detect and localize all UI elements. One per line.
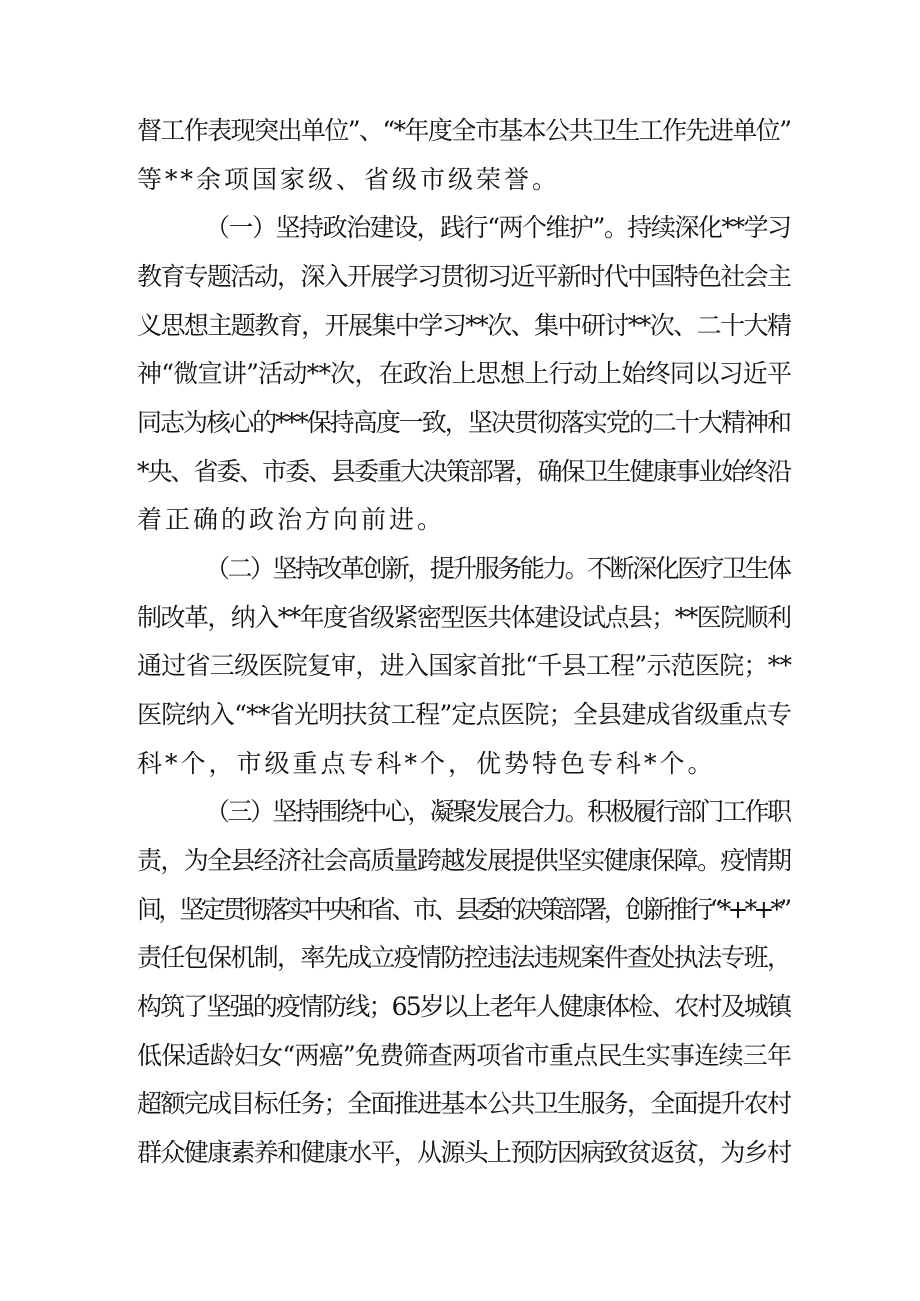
text-line: 同志为核心的***保持高度一致，坚决贯彻落实党的二十大精神和 bbox=[137, 408, 791, 437]
text-line: 等**余项国家级、省级市级荣誉。 bbox=[137, 165, 561, 194]
text-line: （三）坚持围绕中心，凝聚发展合力。积极履行部门工作职 bbox=[205, 797, 790, 826]
text-line: 医院纳入“**省光明扶贫工程”定点医院；全县建成省级重点专 bbox=[137, 700, 792, 729]
text-line: 着正确的政治方向前进。 bbox=[137, 505, 446, 534]
text-line: 义思想主题教育，开展集中学习**次、集中研讨**次、二十大精 bbox=[137, 311, 791, 340]
text-line: 科*个，市级重点专科*个，优势特色专科*个。 bbox=[137, 749, 716, 778]
text-line: 群众健康素养和健康水平，从源头上预防因病致贫返贫，为乡村 bbox=[137, 1138, 791, 1167]
text-line: 低保适龄妇女“两癌”免费筛查两项省市重点民生实事连续三年 bbox=[137, 1041, 792, 1070]
text-line: 神“微宣讲”活动**次，在政治上思想上行动上始终同以习近平 bbox=[137, 359, 792, 388]
text-line: *央、省委、市委、县委重大决策部署，确保卫生健康事业始终沿 bbox=[137, 457, 790, 486]
text-line: 责，为全县经济社会高质量跨越发展提供坚实健康保障。疫情期 bbox=[137, 846, 791, 875]
text-line: 责任包保机制，率先成立疫情防控违法违规案件查处执法专班， bbox=[137, 943, 791, 972]
text-line: 通过省三级医院复审，进入国家首批“千县工程”示范医院；** bbox=[137, 651, 792, 680]
text-line: 超额完成目标任务；全面推进基本公共卫生服务，全面提升农村 bbox=[137, 1089, 791, 1118]
text-line: 教育专题活动，深入开展学习贯彻习近平新时代中国特色社会主 bbox=[137, 262, 791, 291]
text-line: 督工作表现突出单位”、“*年度全市基本公共卫生工作先进单位” bbox=[137, 116, 791, 145]
text-line: 间，坚定贯彻落实中央和省、市、县委的决策部署，创新推行“*+*+*” bbox=[137, 895, 789, 924]
text-line: （一）坚持政治建设，践行“两个维护”。持续深化**学习 bbox=[205, 213, 791, 242]
text-line: 制改革，纳入**年度省级紧密型医共体建设试点县；**医院顺利 bbox=[137, 603, 791, 632]
text-line: 构筑了坚强的疫情防线；65岁以上老年人健康体检、农村及城镇 bbox=[137, 992, 791, 1021]
text-line: （二）坚持改革创新，提升服务能力。不断深化医疗卫生体 bbox=[205, 554, 790, 583]
